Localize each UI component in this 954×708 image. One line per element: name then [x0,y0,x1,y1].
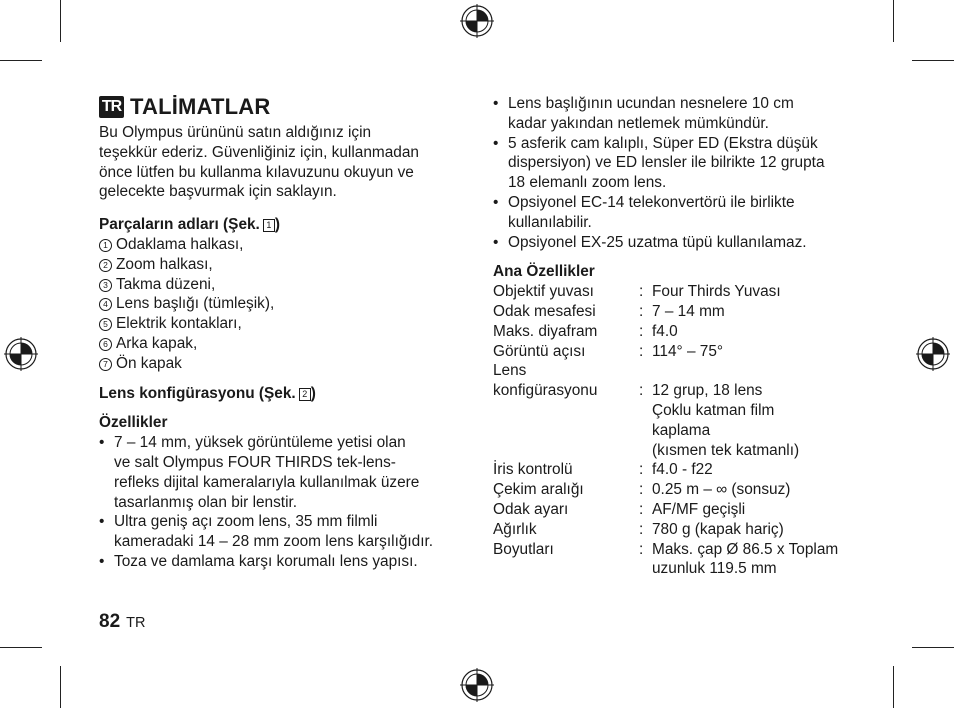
spec-key: Boyutları [493,540,554,558]
configuration-heading [99,384,474,404]
spec-value-line: (kısmen tek katmanlı) [652,441,800,459]
spec-key: Çekim aralığı [493,481,584,499]
feature-line: dispersiyon) ve ED lensler ile bilrikte 12 grupta [508,154,825,172]
intro-line: Bu Olympus ürününü satın aldığınız için [99,124,372,141]
feature-line: kameradaki 14 – 28 mm zoom lens karşılığıdır. [114,533,434,551]
spec-colon: : [639,461,644,479]
spec-value: AF/MF geçişli [652,500,746,518]
figure-ref: 1 [263,219,275,232]
left-column [99,94,474,572]
spec-colon: : [639,500,644,518]
part-item [99,275,474,295]
spec-value [652,361,872,460]
feature-line: 18 elemanlı zoom lens. [508,174,667,192]
spec-value: f4.0 [652,322,678,340]
feature-item [493,134,873,193]
figure-ref: 2 [299,388,311,401]
spec-value [652,540,872,580]
registration-mark-icon [460,668,494,702]
part-label: Arka kapak, [116,334,198,352]
registration-mark-icon [916,337,950,371]
spec-key: Görüntü açısı [493,342,586,360]
right-column [493,94,873,579]
feature-item [493,233,873,253]
spec-value: Four Thirds Yuvası [652,283,781,301]
feature-line: refleks dijital kameralarıyla kullanılmak üzere [114,473,420,491]
spec-key: Objektif yuvası [493,283,594,301]
crop-mark [60,0,61,42]
registration-mark-icon [4,337,38,371]
configuration-heading-close: ) [310,384,316,402]
feature-line: tasarlanmış olan bir lenstir. [114,493,298,511]
part-number: 4 [99,298,112,311]
registration-mark-icon [460,4,494,38]
spec-row [493,520,872,540]
page-number: 82 [99,611,121,632]
intro-paragraph [99,123,474,202]
feature-line: • 5 asferik cam kalıplı, Süper ED (Ekstra düşük [508,134,818,152]
spec-key-line: Lens [493,362,527,380]
part-item [99,235,474,255]
crop-mark [912,647,954,648]
feature-item [493,94,873,134]
parts-list [99,235,474,374]
spec-key: Ağırlık [493,520,537,538]
spec-colon: : [639,520,644,538]
spec-key-line: konfigürasyonu [493,382,598,400]
feature-line: • Toza ve damlama karşı korumalı lens yapısı. [114,552,418,570]
spec-value-line: kaplama [652,421,711,439]
crop-mark [893,666,894,708]
spec-row [493,460,872,480]
feature-line: ve salt Olympus FOUR THIRDS tek-lens- [114,453,396,471]
specs-heading: Ana Özellikler [493,263,595,281]
crop-mark [912,60,954,61]
part-item [99,354,474,374]
feature-line: kadar yakından netlemek mümkündür. [508,114,769,132]
spec-row [493,322,872,342]
spec-row [493,282,872,302]
intro-line: teşekkür ederiz. Güvenliğiniz için, kullanmadan [99,143,419,161]
intro-line: önce lütfen bu kullanma kılavuzunu okuyun ve [99,163,414,181]
parts-heading-close: ) [274,216,280,234]
feature-item [493,193,873,233]
part-label: Elektrik kontakları, [116,315,242,333]
spec-key: Odak mesafesi [493,302,596,320]
part-item [99,334,474,354]
part-item [99,255,474,275]
feature-item [99,552,474,572]
spec-colon: : [639,540,644,558]
spec-value: 780 g (kapak hariç) [652,520,784,538]
spacer [99,403,474,413]
feature-line: • Opsiyonel EC-14 telekonvertörü ile birlikte [508,193,795,211]
spec-value: f4.0 - f22 [652,461,713,479]
spec-key [493,361,639,460]
spec-colon-text: : [639,382,644,400]
specs-table [493,282,872,579]
spec-colon: : [639,342,644,360]
spec-value: 114° – 75° [652,342,724,360]
spec-colon: : [639,283,644,301]
features-list [99,433,474,572]
feature-line: kullanılabilir. [508,213,592,231]
intro-line: gelecekte başvurmak için saklayın. [99,183,337,201]
feature-line: • 7 – 14 mm, yüksek görüntüleme yetisi olan [114,434,406,452]
spec-key: İris kontrolü [493,461,573,479]
spec-colon: : [639,322,644,340]
part-number: 7 [99,358,112,371]
spec-row [493,361,872,460]
spec-row [493,540,872,580]
crop-mark [60,666,61,708]
spec-row [493,342,872,362]
spec-value-line: 12 grup, 18 lens [652,382,763,400]
feature-item [99,433,474,512]
page-footer [99,611,145,633]
features-heading: Özellikler [99,414,168,432]
parts-heading-text: Parçaların adları (Şek. [99,216,260,234]
spec-row [493,500,872,520]
language-badge: TR [99,96,124,118]
spec-value-line: Maks. çap Ø 86.5 x Toplam [652,540,839,558]
spec-value-line: Çoklu katman film [652,401,775,419]
feature-line: • Ultra geniş açı zoom lens, 35 mm filmli [114,513,378,531]
crop-mark [893,0,894,42]
part-label: Takma düzeni, [116,275,216,293]
part-label: Ön kapak [116,354,182,372]
part-number: 6 [99,338,112,351]
page-title: TALİMATLAR [130,94,271,119]
part-item [99,314,474,334]
page-language: TR [126,615,146,631]
features-list-continued [493,94,873,252]
part-number: 1 [99,239,112,252]
spec-row [493,302,872,322]
part-number: 3 [99,279,112,292]
part-label: Odaklama halkası, [116,235,244,253]
part-number: 5 [99,318,112,331]
spec-key: Odak ayarı [493,500,569,518]
feature-line: • Opsiyonel EX-25 uzatma tüpü kullanılamaz. [508,233,807,251]
crop-mark [0,60,42,61]
feature-line: • Lens başlığının ucundan nesnelere 10 cm [508,95,794,112]
part-number: 2 [99,259,112,272]
spec-key: Maks. diyafram [493,322,598,340]
part-item [99,294,474,314]
part-label: Zoom halkası, [116,255,213,273]
spec-colon [639,361,652,460]
spec-value-line: uzunluk 119.5 mm [652,560,777,578]
spec-colon: : [639,481,644,499]
part-label: Lens başlığı (tümleşik), [116,295,275,313]
spec-row [493,480,872,500]
configuration-heading-text: Lens konfigürasyonu (Şek. [99,384,296,402]
spec-colon: : [639,302,644,320]
parts-heading [99,215,474,235]
page-title-row [99,94,474,120]
feature-item [99,512,474,552]
spacer [493,252,873,262]
crop-mark [0,647,42,648]
spec-value: 0.25 m – ∞ (sonsuz) [652,481,791,499]
spacer [99,374,474,384]
spec-value: 7 – 14 mm [652,302,725,320]
